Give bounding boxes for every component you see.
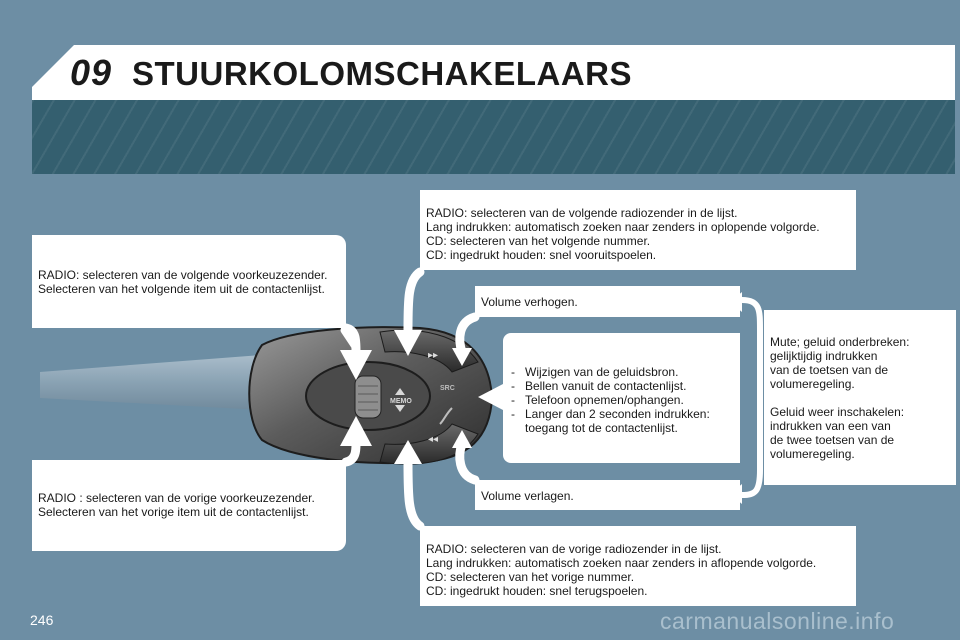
previous-station-box [420,526,856,606]
text-line: volumeregeling. [770,377,855,391]
prev-icon: ◂◂ [428,434,439,445]
arrow-next [408,272,420,330]
text-line: CD: ingedrukt houden: snel vooruitspoelen. [426,248,657,262]
text-line: van de toetsen van de [770,363,889,377]
chapter-number: 09 [70,52,113,93]
next-station-box [420,190,856,270]
list-item: - Langer dan 2 seconden indrukken: toegang tot de contactenlijst. [511,407,710,435]
mute-box [764,310,956,485]
volume-down-label: Volume verlagen. [481,489,574,503]
previous-preset-box [32,460,346,551]
volume-up-box [475,286,740,317]
text-line: gelijktijdig indrukken [770,349,878,363]
text-line: volumeregeling. [770,447,855,461]
src-label: SRC [440,385,455,392]
text-line: CD: selecteren van het volgende nummer. [426,234,651,248]
text-line: CD: ingedrukt houden: snel terugspoelen. [426,584,648,598]
memo-label: MEMO [390,398,412,405]
list-item: - Telefoon opnemen/ophangen. [511,393,684,407]
thumb-wheel [355,376,381,418]
page-number: 246 [30,612,54,628]
page-title: STUURKOLOMSCHAKELAARS [132,55,632,92]
text-line: Lang indrukken: automatisch zoeken naar zenders in aflopende volgorde. [426,556,817,570]
list-item: - Wijzigen van de geluidsbron. [511,365,679,379]
text-line: Selecteren van het volgende item uit de contactenlijst. [38,282,325,296]
text-line: RADIO : selecteren van de vorige voorkeuzezender. [38,491,315,505]
text-line: CD: selecteren van het vorige nummer. [426,570,635,584]
arrow-prev [408,462,420,526]
list-item: - Bellen vanuit de contactenlijst. [511,379,687,393]
text-line: RADIO: selecteren van de volgende voorkeuzezender. [38,268,328,282]
text-line: RADIO: selecteren van de volgende radiozender in de lijst. [426,206,738,220]
text-line: Lang indrukken: automatisch zoeken naar zenders in oplopende volgorde. [426,220,820,234]
volume-down-box [475,480,740,510]
text-line: RADIO: selecteren van de vorige radiozender in de lijst. [426,542,722,556]
watermark: carmanualsonline.info [660,608,895,634]
next-icon: ▸▸ [428,350,439,361]
text-line: Geluid weer inschakelen: [770,405,905,419]
text-line: Mute; geluid onderbreken: [770,335,910,349]
source-button-box [503,333,740,463]
text-line: Selecteren van het vorige item uit de contactenlijst. [38,505,309,519]
arrow-mute-bracket [742,300,760,495]
volume-up-label: Volume verhogen. [481,295,578,309]
text-line: indrukken van een van [770,419,891,433]
next-preset-box [32,235,346,328]
text-line: de twee toetsen van de [770,433,895,447]
